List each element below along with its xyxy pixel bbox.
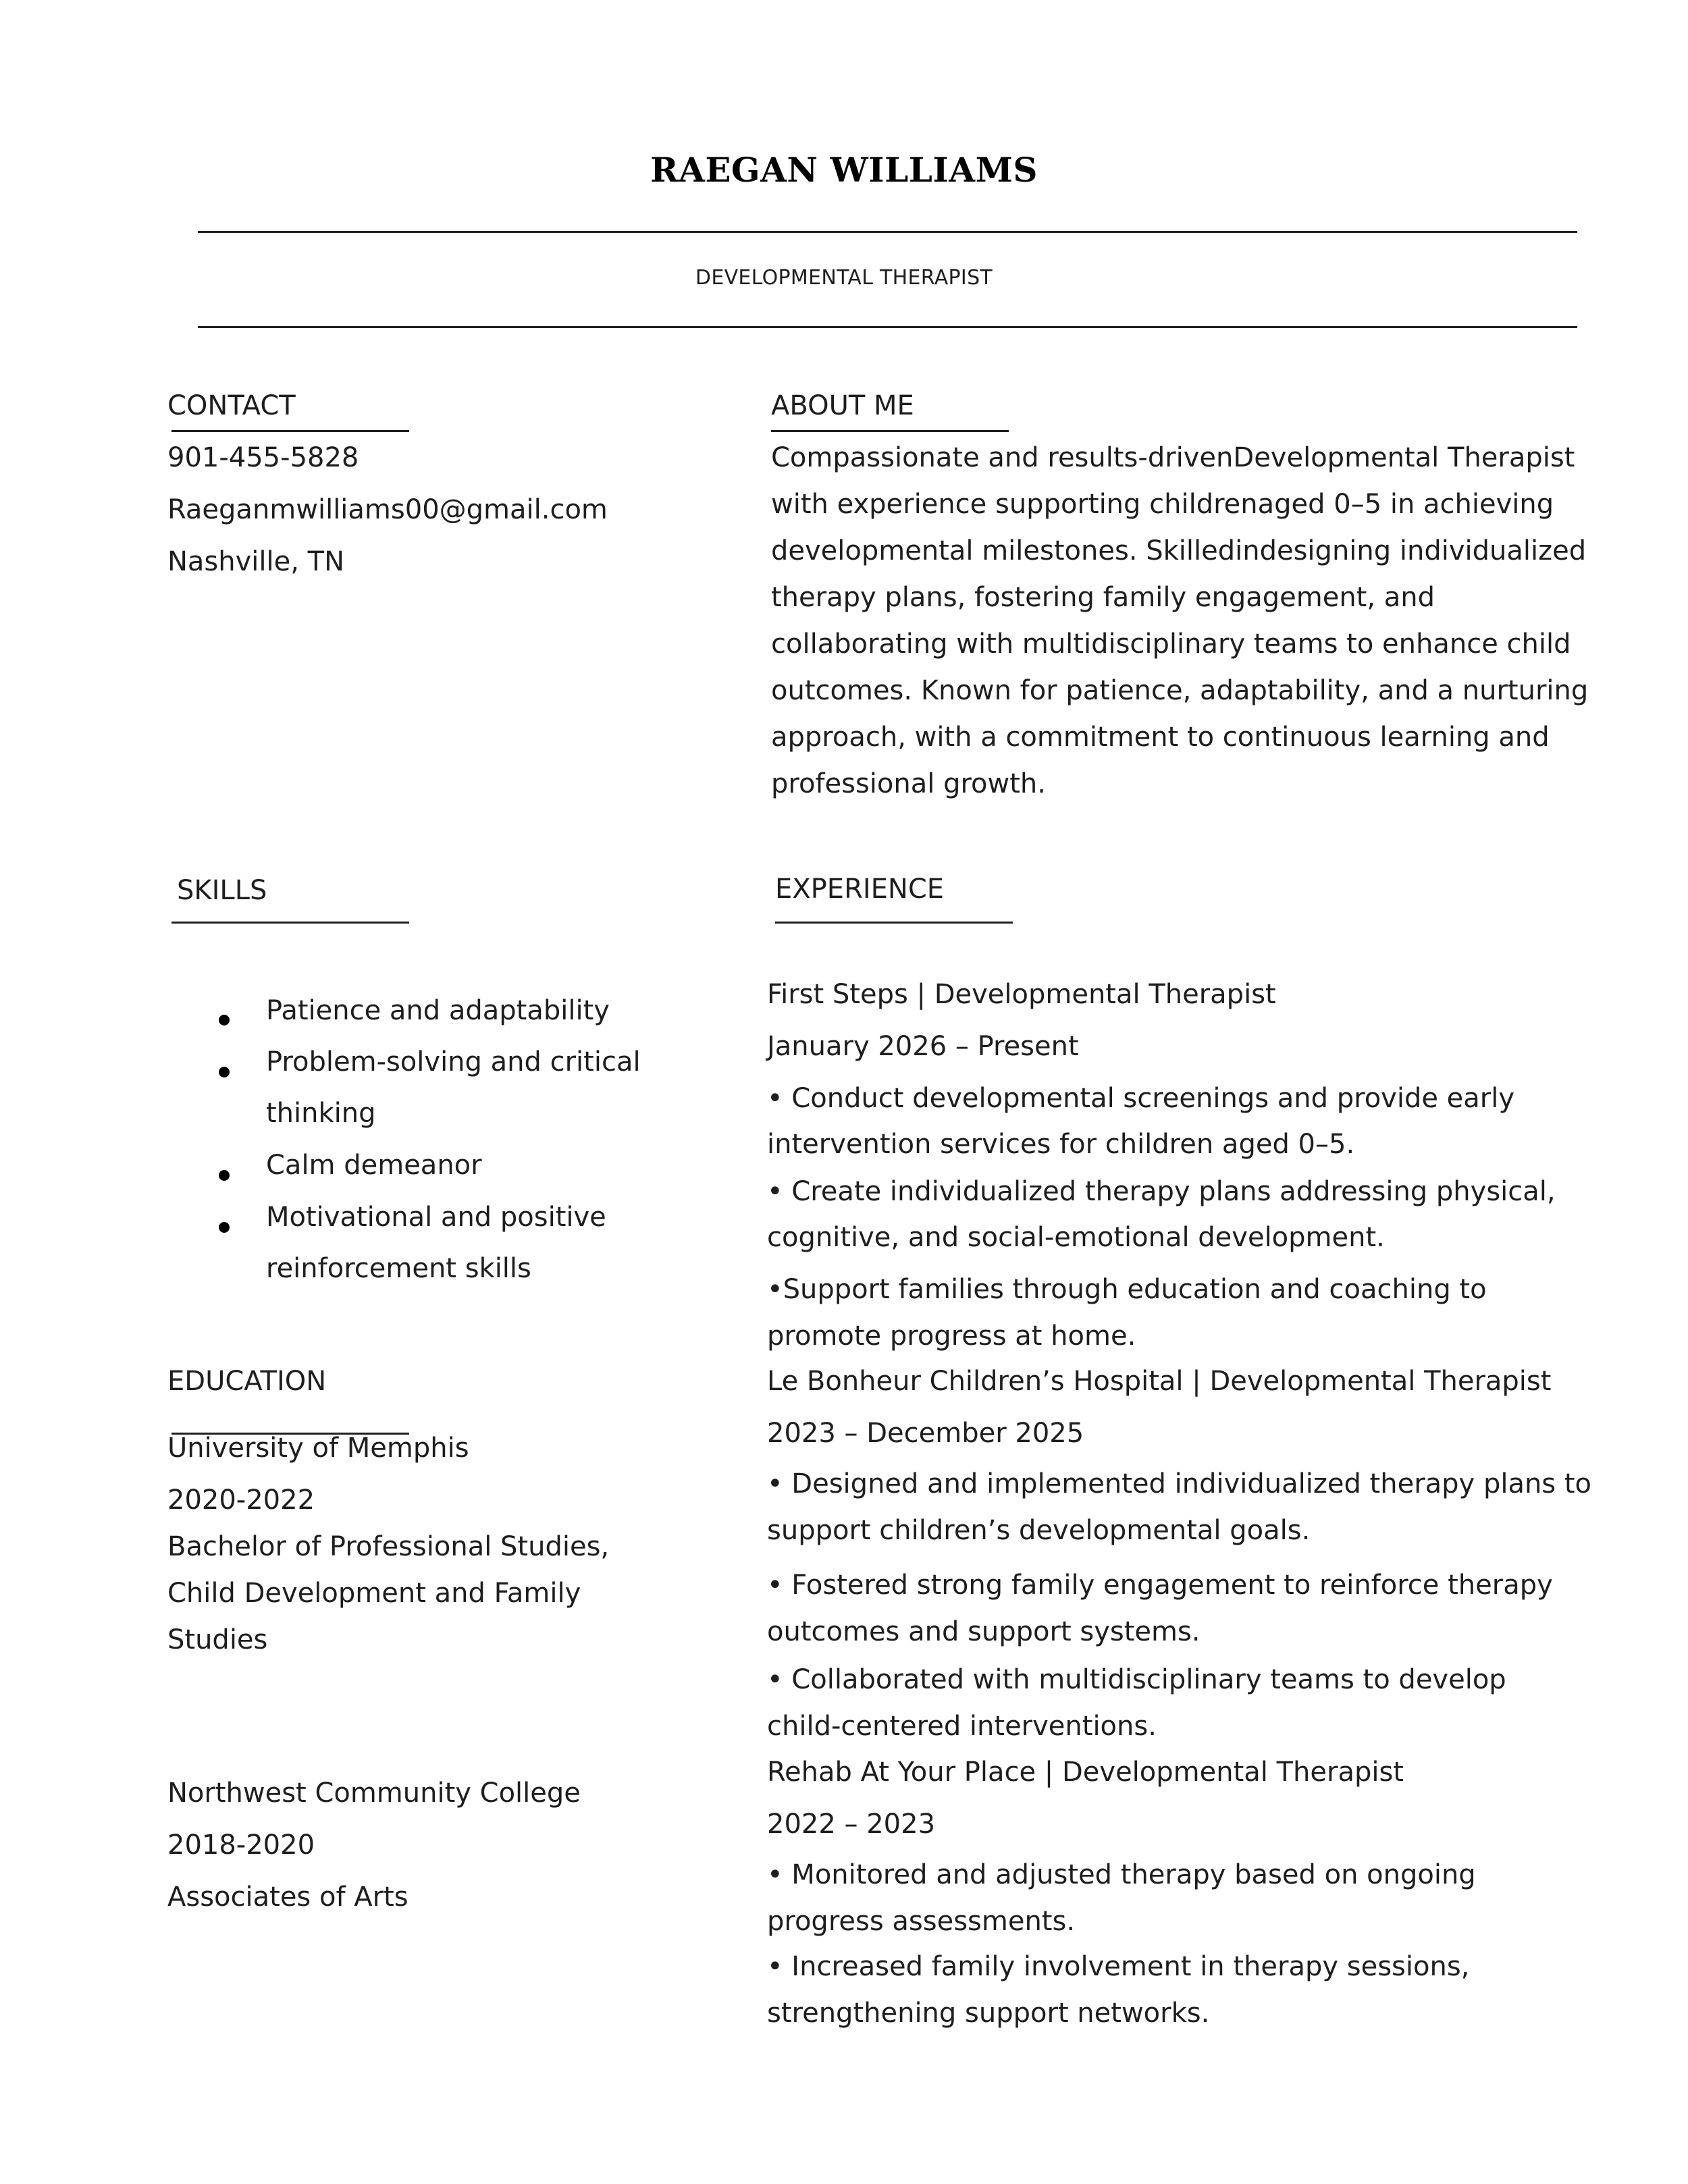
job-detail: • Increased family involvement in therapy sessions, [767, 1951, 1470, 1982]
job-detail: • Create individualized therapy plans addressing physical, [767, 1176, 1556, 1207]
skill-item-continued: reinforcement skills [266, 1253, 531, 1284]
experience-heading-underline [775, 922, 1013, 924]
school-years: 2018-2020 [167, 1830, 315, 1861]
about-line: developmental milestones. Skilledindesigning individualized [771, 535, 1587, 566]
job-detail: child-centered interventions. [767, 1711, 1157, 1742]
about-heading-underline [771, 430, 1009, 432]
job-dates: January 2026 – Present [767, 1031, 1079, 1062]
job-detail: strengthening support networks. [767, 1998, 1210, 2029]
about-line: Compassionate and results-drivenDevelopmental Therapist [771, 442, 1575, 473]
experience-heading: EXPERIENCE [775, 874, 945, 905]
job-title-line: Rehab At Your Place | Developmental Therapist [767, 1757, 1404, 1788]
skill-item: Patience and adaptability [266, 995, 610, 1026]
job-title-line: First Steps | Developmental Therapist [767, 979, 1276, 1010]
bullet-icon [219, 1222, 230, 1233]
job-title: DEVELOPMENTAL THERAPIST [695, 266, 993, 290]
skill-item: Motivational and positive [266, 1202, 606, 1233]
about-line: professional growth. [771, 768, 1046, 799]
contact-email: Raeganmwilliams00@gmail.com [167, 494, 608, 525]
school-degree: Bachelor of Professional Studies, [167, 1531, 610, 1562]
about-line: with experience supporting childrenaged 0–5 in achieving [771, 489, 1554, 520]
candidate-name: RAEGAN WILLIAMS [650, 150, 1038, 190]
job-detail: progress assessments. [767, 1906, 1076, 1937]
job-detail: •Support families through education and coaching to [767, 1274, 1487, 1305]
about-line: approach, with a commitment to continuous learning and [771, 722, 1550, 753]
school-degree: Child Development and Family [167, 1578, 581, 1609]
header-bottom-rule [198, 326, 1577, 328]
header-top-rule [198, 231, 1577, 233]
about-line: therapy plans, fostering family engagement, and [771, 582, 1435, 613]
bullet-icon [219, 1067, 230, 1077]
job-detail: promote progress at home. [767, 1321, 1136, 1352]
contact-heading: CONTACT [167, 390, 296, 421]
education-heading: EDUCATION [167, 1366, 327, 1397]
job-detail: • Conduct developmental screenings and provide early [767, 1083, 1515, 1114]
contact-phone: 901-455-5828 [167, 442, 359, 473]
about-line: outcomes. Known for patience, adaptability, and a nurturing [771, 675, 1589, 706]
job-detail: outcomes and support systems. [767, 1616, 1201, 1647]
skill-item-continued: thinking [266, 1098, 376, 1129]
school-degree: Associates of Arts [167, 1882, 408, 1913]
contact-heading-underline [172, 430, 409, 432]
bullet-icon [219, 1170, 230, 1181]
bullet-icon [219, 1015, 230, 1026]
job-detail: • Monitored and adjusted therapy based on ongoing [767, 1859, 1476, 1890]
job-detail: support children’s developmental goals. [767, 1515, 1311, 1546]
job-detail: • Collaborated with multidisciplinary teams to develop [767, 1664, 1506, 1695]
job-title-line: Le Bonheur Children’s Hospital | Developmental Therapist [767, 1366, 1552, 1397]
skill-item: Calm demeanor [266, 1150, 482, 1181]
job-detail: intervention services for children aged 0–5. [767, 1129, 1355, 1160]
school-degree: Studies [167, 1624, 268, 1655]
job-dates: 2022 – 2023 [767, 1809, 936, 1840]
contact-location: Nashville, TN [167, 546, 345, 577]
school-years: 2020-2022 [167, 1485, 315, 1516]
job-dates: 2023 – December 2025 [767, 1418, 1084, 1449]
job-detail: • Designed and implemented individualized therapy plans to [767, 1468, 1592, 1499]
job-detail: • Fostered strong family engagement to reinforce therapy [767, 1570, 1553, 1601]
about-line: collaborating with multidisciplinary teams to enhance child [771, 629, 1571, 660]
about-heading: ABOUT ME [771, 390, 914, 421]
skill-item: Problem-solving and critical [266, 1046, 641, 1077]
school-name: Northwest Community College [167, 1778, 581, 1809]
school-name: University of Memphis [167, 1433, 469, 1464]
job-detail: cognitive, and social-emotional development. [767, 1222, 1385, 1253]
skills-heading-underline [172, 922, 409, 924]
skills-heading: SKILLS [177, 875, 267, 906]
